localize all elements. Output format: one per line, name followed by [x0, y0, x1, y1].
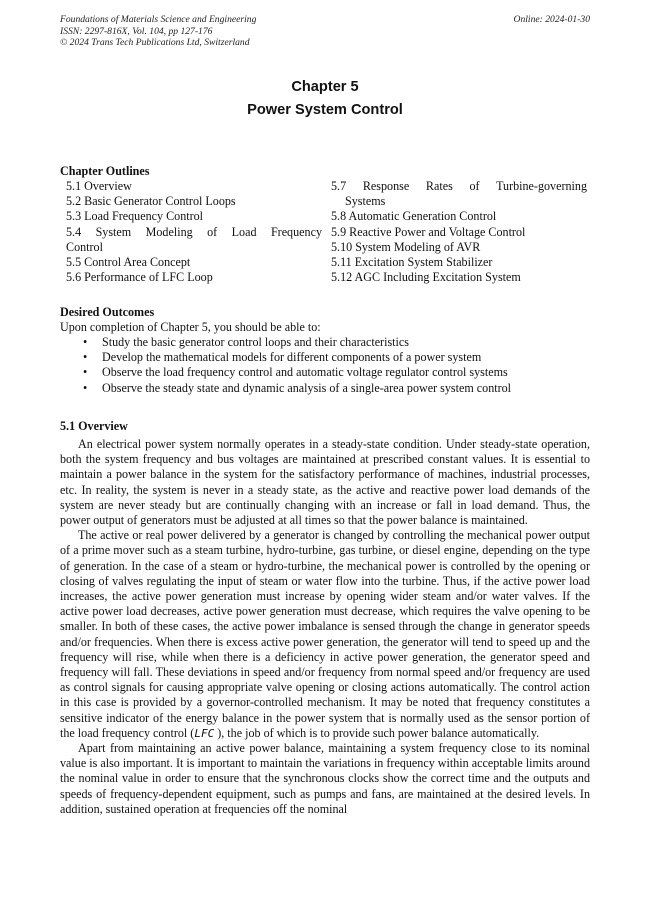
list-item-text: Observe the load frequency control and automatic voltage regulator control systems	[102, 365, 508, 380]
section-body	[60, 437, 590, 817]
outline-item-continued: Systems	[345, 194, 386, 209]
list-item	[60, 365, 600, 380]
outline-item: 5.5 Control Area Concept	[66, 255, 191, 270]
list-item-text: Study the basic generator control loops and their characteristics	[102, 335, 409, 349]
outcomes-heading: Desired Outcomes	[60, 305, 155, 319]
chapter-number: Chapter 5	[291, 79, 359, 95]
outlines-heading: Chapter Outlines	[60, 164, 150, 178]
outline-item: 5.10 System Modeling of AVR	[331, 239, 481, 254]
list-item	[60, 381, 600, 396]
chapter-title: Power System Control	[247, 102, 403, 118]
list-item	[60, 335, 600, 350]
journal-copyright: © 2024 Trans Tech Publications Ltd, Switzerland	[60, 37, 250, 49]
outlines-right-column	[331, 179, 587, 285]
journal-name: Foundations of Materials Science and Engineering	[60, 14, 257, 25]
outline-item: 5.8 Automatic Generation Control	[331, 209, 497, 224]
bullet-icon: •	[83, 335, 88, 349]
outline-item: 5.4 System Modeling of Load Frequency	[66, 224, 322, 239]
outline-item: 5.11 Excitation System Stabilizer	[331, 255, 493, 270]
outline-item: 5.12 AGC Including Excitation System	[331, 270, 521, 285]
bullet-icon: •	[83, 350, 88, 365]
list-item	[60, 350, 600, 365]
outcomes-intro: Upon completion of Chapter 5, you should be able to:	[60, 320, 321, 334]
paragraph	[60, 528, 590, 741]
outline-item-continued: Control	[66, 239, 103, 254]
bullet-icon: •	[83, 380, 88, 395]
paragraph: An electrical power system normally operates in a steady-state condition. Under steady-state operation, both the system frequency and bus voltages are maintained at prescribed constant values. It is essential to maintain a power balance in the system for the satisfactory performance of machines, industrial processes, etc. In reality, the system is never in a steady state, as the active and reactive power load demands of the system are never steady but are continually changing with an increase or fall in load demand. Thus, the power output of generators must be adjusted at all times so that the power balance is maintained.	[60, 437, 590, 528]
outline-item: 5.7 Response Rates of Turbine-governing	[331, 179, 587, 193]
outcomes-list	[60, 335, 600, 396]
outline-item: 5.2 Basic Generator Control Loops	[66, 194, 236, 209]
paragraph-text: ), the job of which is to provide such power balance automatically.	[214, 725, 540, 740]
journal-header	[60, 14, 256, 49]
outline-item: 5.9 Reactive Power and Voltage Control	[331, 224, 526, 239]
paragraph-text: The active or real power delivered by a generator is changed by controlling the mechanical power output of a prime mover such as a steam turbine, hydro-turbine, gas turbine, or diesel engine, depending on the type of generation. In the case of a steam or hydro-turbine, the mechanical power is controlled by the opening or closing of valves regulating the input of steam or water flow into the turbine. Thus, if the active power load increases, the active power generation must increase by opening wider steam and/or water valves. If the active power load decreases, active power generation must decrease, which requires the valve opening to be smaller. In both of these cases, the active power imbalance is sensed through the change in generator speeds and/or frequencies. When there is excess active power generation, the generator will tend to speed up and the frequency will rise, while when there is a deficiency in active power generation, the generator speed and frequency will fall. These deviations in speed and/or frequency from normal speed and/or frequency are used as control signals for causing appropriate valve opening or closing actions automatically. The control action in this case is provided by a governor-controlled mechanism. It may be noted that frequency constitutes a sensitive indicator of the energy balance in the power system that is normally used as the sensor portion of the load frequency control (	[60, 528, 590, 740]
outline-item: 5.6 Performance of LFC Loop	[66, 270, 213, 285]
lfc-abbreviation: LFC	[194, 726, 215, 740]
bullet-icon: •	[83, 365, 88, 380]
outline-item: 5.1 Overview	[66, 179, 132, 193]
section-heading: 5.1 Overview	[60, 419, 128, 433]
journal-issn: ISSN: 2297-816X, Vol. 104, pp 127-176	[60, 25, 213, 37]
list-item-text: Observe the steady state and dynamic analysis of a single-area power system control	[102, 380, 512, 395]
list-item-text: Develop the mathematical models for different components of a power system	[102, 350, 482, 365]
online-date-text: Online: 2024-01-30	[513, 14, 590, 25]
paragraph: Apart from maintaining an active power balance, maintaining a system frequency close to its nominal value is also important. It is important to maintain the variations in frequency within acceptable limits around the nominal value in order to ensure that the synchronous clocks show the correct time and the outputs and speeds of frequency-dependent equipment, such as pumps and fans, are maintained at the desired levels. In addition, sustained operation at frequencies off the nominal	[60, 741, 590, 816]
online-date	[514, 14, 590, 26]
outlines-left-column	[66, 179, 322, 285]
outline-item: 5.3 Load Frequency Control	[66, 209, 204, 224]
